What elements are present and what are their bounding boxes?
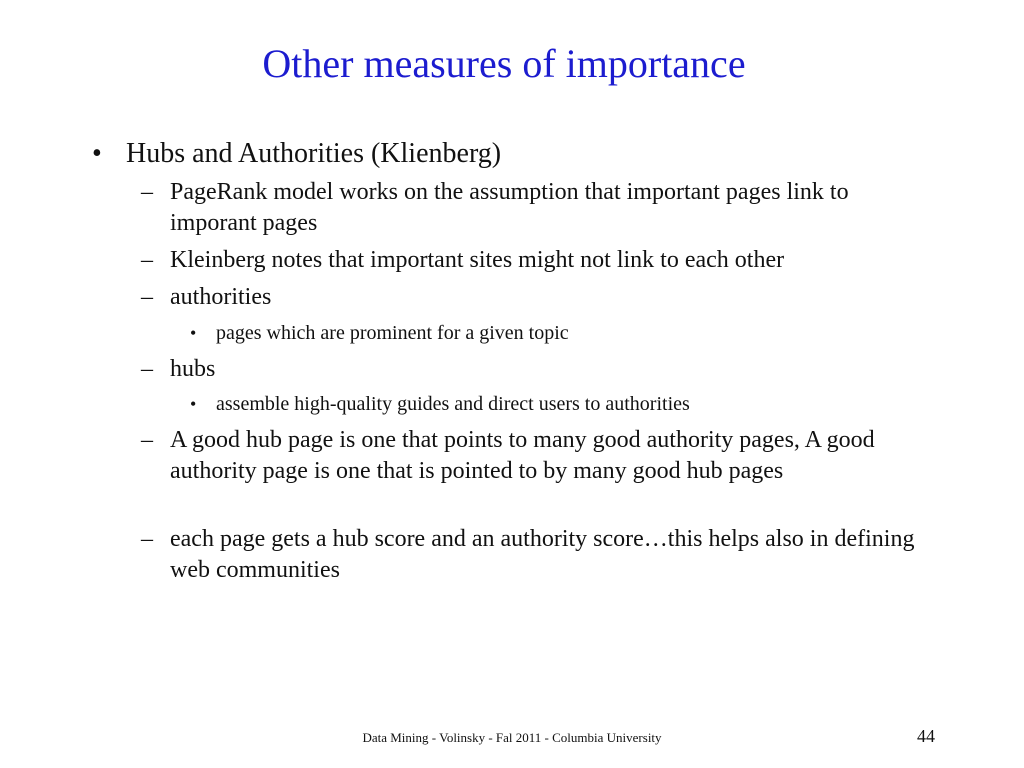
bullet-level1-hubs-authorities <box>92 137 972 171</box>
bullet-text: hubs <box>170 356 216 382</box>
bullet-text: PageRank model works on the assumption that important pages link to imporant pages <box>170 179 849 236</box>
bullet-level2-hub-authority-score <box>141 524 941 586</box>
bullet-text: authorities <box>170 284 272 310</box>
bullet-level3-hubs-definition <box>190 391 930 418</box>
dash-marker: – <box>141 179 153 205</box>
bullet-text: assemble high-quality guides and direct users to authorities <box>216 393 690 415</box>
bullet-text: A good hub page is one that points to many good authority pages, A good authority page is one that is pointed to by many good hub pages <box>170 427 875 484</box>
bullet-text: each page gets a hub score and an authority score…this helps also in defining web communities <box>170 526 915 583</box>
bullet-level2-hubs <box>141 354 941 385</box>
dash-marker: – <box>141 427 153 453</box>
page-number: 44 <box>917 726 935 746</box>
bullet-marker: • <box>190 394 197 414</box>
dash-marker: – <box>141 284 153 310</box>
bullet-level3-authorities-definition <box>190 320 930 347</box>
dash-marker: – <box>141 526 153 552</box>
dash-marker: – <box>141 247 153 273</box>
bullet-marker: • <box>92 138 102 169</box>
bullet-text: pages which are prominent for a given topic <box>216 322 569 344</box>
bullet-text: Kleinberg notes that important sites might not link to each other <box>170 247 785 273</box>
bullet-level2-authorities <box>141 282 941 313</box>
bullet-level2-kleinberg-notes <box>141 245 941 276</box>
dash-marker: – <box>141 356 153 382</box>
bullet-level2-good-hub-page <box>141 425 941 487</box>
bullet-level2-pagerank-assumption <box>141 177 941 239</box>
slide-footer: Data Mining - Volinsky - Fal 2011 - Columbia University <box>362 730 662 745</box>
bullet-text: Hubs and Authorities (Klienberg) <box>126 138 502 169</box>
bullet-marker: • <box>190 323 197 343</box>
slide-title: Other measures of importance <box>262 41 746 86</box>
